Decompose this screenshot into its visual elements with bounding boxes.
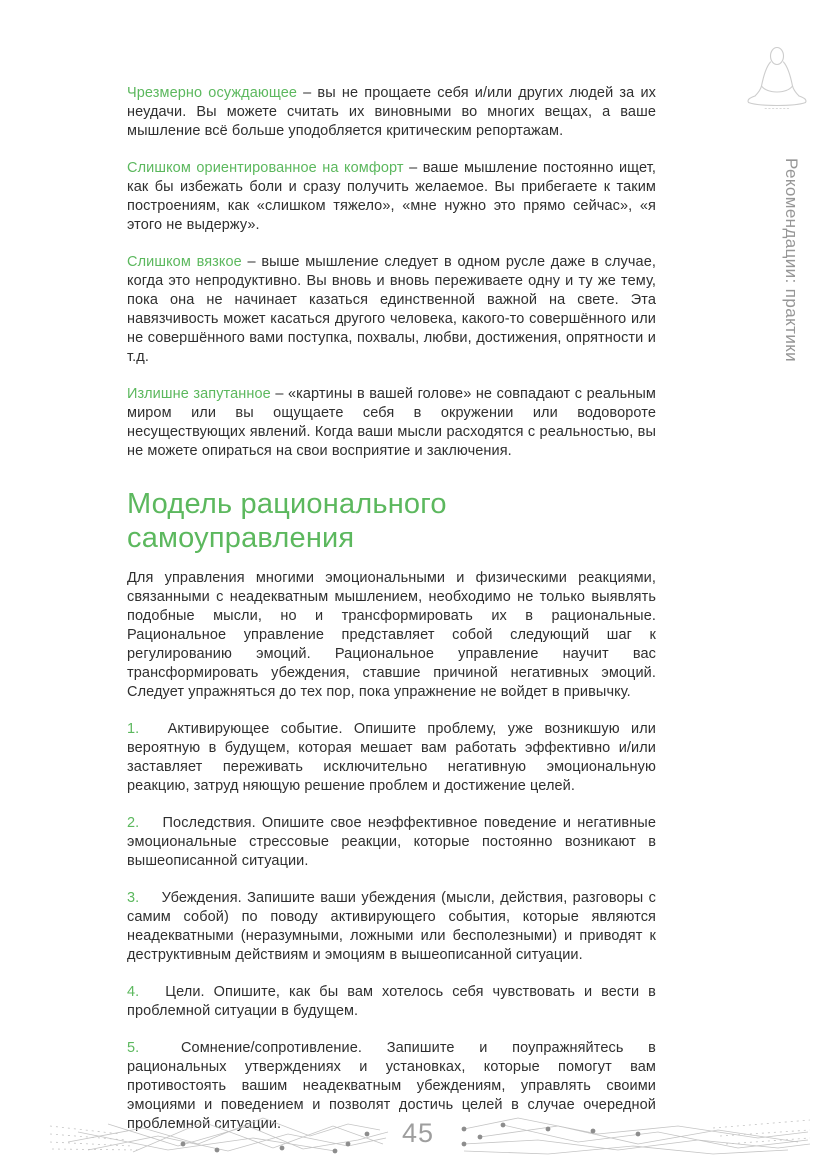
step-text: Сомнение/сопротивление. Запишите и поупражняйтесь в рациональных утверждениях и установках, которые помогут вам противостоять вашим неадекватным убеждениям, управлять своими эмоциями и поведением и позволят достичь целей в случае очередной проблемной ситуации. [127,1040,656,1132]
step-number: 4. [127,984,140,1000]
paragraph-text: – «картины в вашей голове» не совпадают с реальным миром или вы ощущаете себя в окружении или водовороте несуществующих явлений. Когда ваши мысли расходятся с реальностью, вы не можете опираться на свои восприятие и заключения. [127,386,656,459]
numbered-step [127,889,656,965]
step-number: 2. [127,815,140,831]
step-text: Активирующее событие. Опишите проблему, уже возникшую или вероятную в будущем, которая мешает вам работать эффективно и/или заставляет переживать исключительно негативную эмоциональную реакцию, затруд няющую решение проблем и достижение целей. [127,721,656,794]
numbered-step [127,720,656,796]
section-heading: Модель рационального самоуправления [127,488,447,554]
section-intro-paragraph: Для управления многими эмоциональными и физическими реакциями, связанными с неадекватным мышлением, необходимо не только выявлять подобные мысли, но и трансформировать их в рациональные. Рациональное управление представляет собой следующий шаг к регулированию эмоций. Рациональное управление научит вас трансформировать убеждения, ставшие причиной негативных эмоций. Следует упражняться до тех пор, пока упражнение не войдет в привычку. [127,570,656,700]
paragraph-text: – вы не прощаете себя и/или других людей за их неудачи. Вы можете считать их виновными во многих вещах, а ваше мышление всё больше уподобляется критическим репортажам. [127,85,656,139]
paragraph-lead: Чрезмерно осуждающее [127,85,298,101]
meditation-icon [739,46,815,112]
paragraph-lead: Слишком вязкое [127,254,242,270]
network-decoration-left-icon [48,1104,393,1164]
page-footer [0,1104,827,1170]
step-text: Последствия. Опишите свое неэффективное поведение и негативные эмоциональные стрессовые реакции, которые постоянно возникают в вышеописанной ситуации. [127,815,656,869]
step-number: 1. [127,721,140,737]
chapter-sidebar-label: Рекомендации: практики [782,158,801,362]
paragraph-text: – выше мышление следует в одном русле даже в случае, когда это непродуктивно. Вы вновь и вновь переживаете одну и ту же тему, пока она не начинает казаться единственной важной на свете. Эта навязчивость может касаться другого человека, какого-то совершённого или не совершённого вами поступка, похвалы, любви, достижения, опрятности и т.д. [127,254,656,365]
step-text: Убеждения. Запишите ваши убеждения (мысли, действия, разговоры с самим собой) по поводу активирующего события, которые являются неадекватными (неразумными, ложными или бесполезными) и приводят к деструктивным действиям и эмоциям в вышеописанной ситуации. [127,890,656,963]
thinking-style-paragraph [127,84,656,141]
step-number: 5. [127,1040,140,1056]
text-column [127,84,656,1152]
thinking-style-paragraph [127,159,656,235]
numbered-step [127,983,656,1021]
paragraph-lead: Излишне запутанное [127,386,271,402]
paragraph-lead: Слишком ориентированное на комфорт [127,160,404,176]
network-decoration-right-icon [458,1104,813,1164]
step-text: Цели. Опишите, как бы вам хотелось себя чувствовать и вести в проблемной ситуации в будущем. [127,984,656,1019]
thinking-style-paragraph [127,253,656,367]
paragraph-text: – ваше мышление постоянно ищет, как бы избежать боли и сразу получить желаемое. Вы прибегаете к таким построениям, как «слишком тяжело», «мне нужно это прямо сейчас», «я этого не выдержу». [127,160,656,233]
numbered-step [127,814,656,871]
step-number: 3. [127,890,140,906]
thinking-style-paragraph [127,385,656,461]
page-number: 45 [401,1118,435,1148]
